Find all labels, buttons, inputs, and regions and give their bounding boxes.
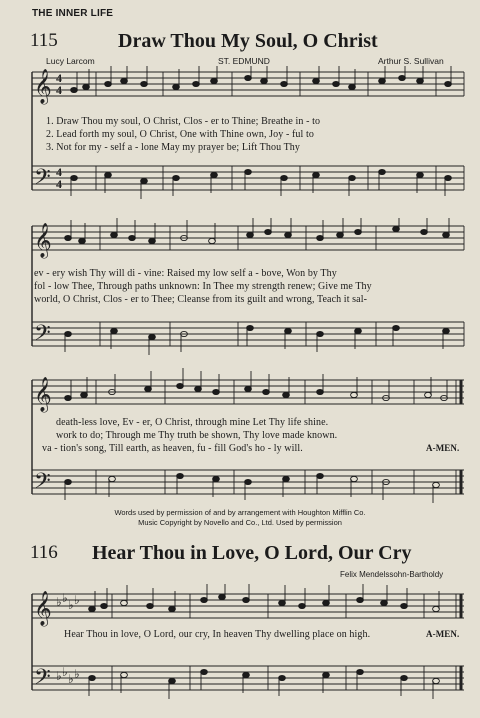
svg-text:4: 4 <box>56 71 62 85</box>
hymn-116-score <box>0 584 480 718</box>
hymn-115-composer: Arthur S. Sullivan <box>378 56 444 66</box>
svg-text:♭: ♭ <box>62 591 68 605</box>
svg-text:4: 4 <box>56 165 62 179</box>
svg-text:4: 4 <box>56 177 62 191</box>
hymn-115-system-1-verse-2: 2. Lead forth my soul, O Christ, One with Thine own, Joy - ful to <box>46 129 314 140</box>
hymn-116-number: 116 <box>30 542 58 563</box>
svg-text:𝄢: 𝄢 <box>34 469 51 498</box>
hymn-115-system-2-verse-2: fol - low Thee, Through paths unknown: In Thee my strength renew; Give me Thy <box>34 281 372 292</box>
svg-text:♭: ♭ <box>62 665 68 679</box>
hymn-116-lyric: Hear Thou in love, O Lord, our cry, In heaven Thy dwelling place on high. <box>64 629 371 640</box>
svg-text:𝄢: 𝄢 <box>34 321 51 350</box>
hymn-115-system-3-verse-1: death-less love, Ev - er, O Christ, through mine Let Thy life shine. <box>56 417 329 428</box>
hymn-115-amen: A-MEN. <box>426 443 460 453</box>
svg-text:𝄞: 𝄞 <box>34 70 52 103</box>
hymn-115-number: 115 <box>30 30 58 51</box>
hymn-115-system-2-verse-1: ev - ery wish Thy will di - vine: Raised my low self a - bove, Won by Thy <box>34 268 337 279</box>
hymn-115-system-1-verse-1: 1. Draw Thou my soul, O Christ, Clos - er to Thine; Breathe in - to <box>46 116 321 127</box>
section-heading: THE INNER LIFE <box>32 8 114 19</box>
hymn-116-amen: A-MEN. <box>426 629 460 639</box>
hymn-115-system-3-verse-2: work to do; Through me Thy truth be shown, Thy love made known. <box>56 430 338 441</box>
hymn-115-tune: ST. EDMUND <box>218 56 270 66</box>
svg-text:♭: ♭ <box>74 667 80 681</box>
hymn-116-composer: Felix Mendelssohn-Bartholdy <box>340 570 444 579</box>
hymn-115-copyright-words: Words used by permission of and by arrangement with Houghton Mifflin Co. <box>114 508 366 517</box>
svg-text:𝄢: 𝄢 <box>34 165 51 194</box>
hymn-115-system-1-verse-3: 3. Not for my - self a - lone May my prayer be; Lift Thou Thy <box>46 142 301 153</box>
hymn-115-system-3-verse-3: va - tion's song, Till earth, as heaven, fu - fill God's ho - ly will. <box>42 443 303 454</box>
svg-text:♭: ♭ <box>68 598 74 612</box>
hymn-115-system-2-verse-3: world, O Christ, Clos - er to Thee; Cleanse from its guilt and wrong, Teach it sal- <box>34 294 368 305</box>
svg-text:♭: ♭ <box>68 672 74 686</box>
hymn-115-title: Draw Thou My Soul, O Christ <box>118 30 378 52</box>
hymn-115-copyright-music: Music Copyright by Novello and Co., Ltd. Used by permission <box>138 518 342 527</box>
svg-text:4: 4 <box>56 83 62 97</box>
svg-text:𝄞: 𝄞 <box>34 592 52 625</box>
svg-text:𝄢: 𝄢 <box>34 665 51 694</box>
svg-text:𝄞: 𝄞 <box>34 378 52 411</box>
svg-text:♭: ♭ <box>56 669 62 683</box>
svg-text:♭: ♭ <box>56 595 62 609</box>
hymn-115-author: Lucy Larcom <box>46 56 95 66</box>
hymn-116-title: Hear Thou in Love, O Lord, Our Cry <box>92 542 412 564</box>
svg-text:𝄞: 𝄞 <box>34 224 52 257</box>
svg-text:♭: ♭ <box>74 593 80 607</box>
